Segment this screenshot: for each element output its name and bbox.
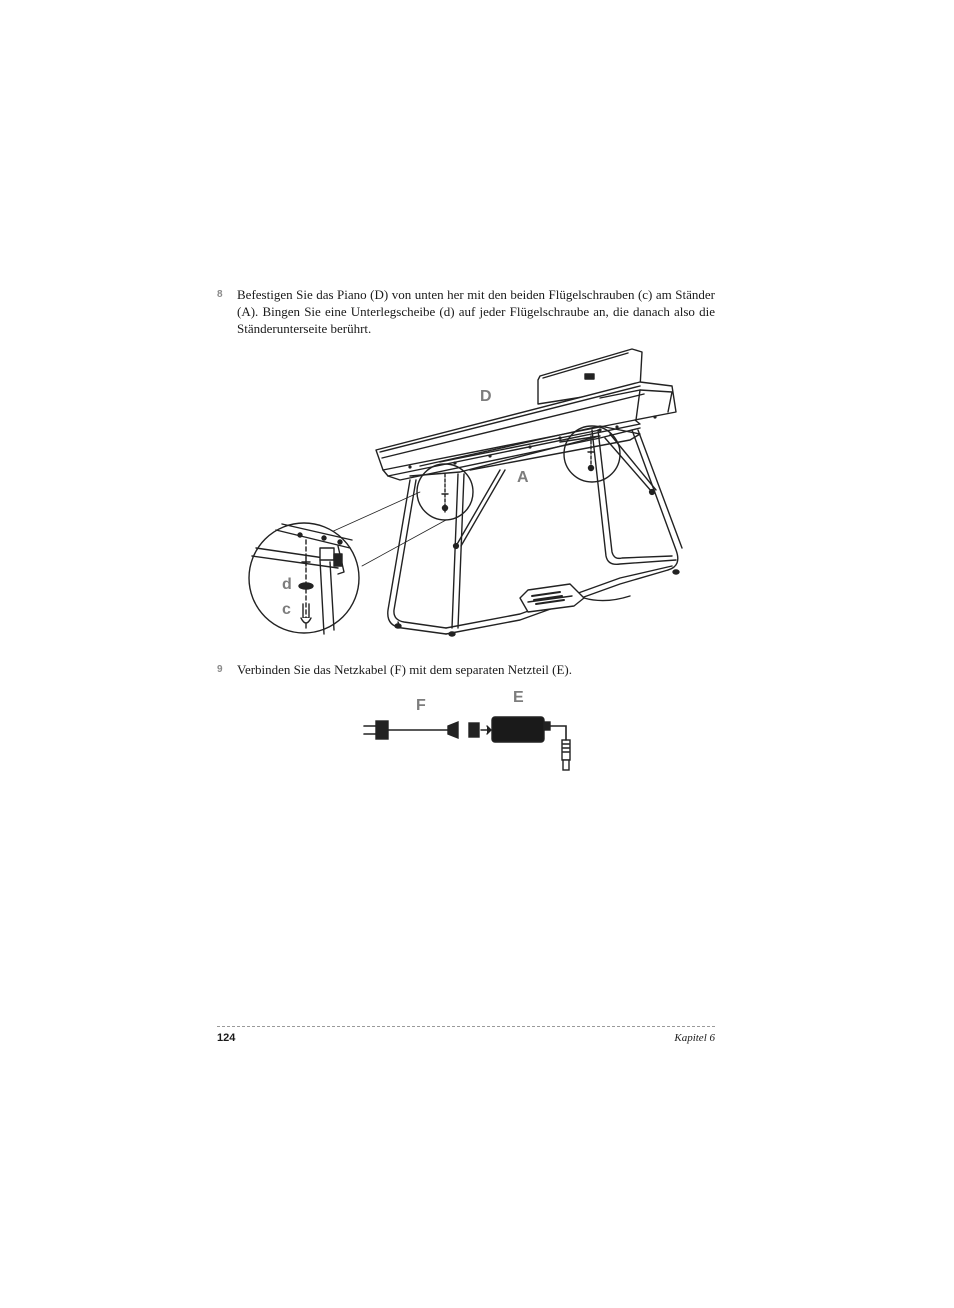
chapter-label: Kapitel 6 <box>674 1032 715 1044</box>
page-number: 124 <box>217 1032 236 1044</box>
step-text: Verbinden Sie das Netzkabel (F) mit dem separaten Netzteil (E). <box>237 662 572 677</box>
step-text: Befestigen Sie das Piano (D) von unten her mit den beiden Flügelschrauben (c) am Ständer (A). Bingen Sie eine Unterlegscheibe (d) auf jeder Flügelschraube an, die danach also die Ständerunterseite berührt. <box>237 287 715 336</box>
label-adapter: E <box>513 689 524 706</box>
footer-divider <box>217 1026 715 1027</box>
step-number: 8 <box>217 289 223 300</box>
label-screw: c <box>282 601 291 618</box>
label-stand: A <box>517 469 529 486</box>
label-piano: D <box>480 388 492 405</box>
step-9 <box>217 661 715 678</box>
label-washer: d <box>282 576 292 593</box>
label-cable: F <box>416 697 426 714</box>
step-number: 9 <box>217 664 223 675</box>
